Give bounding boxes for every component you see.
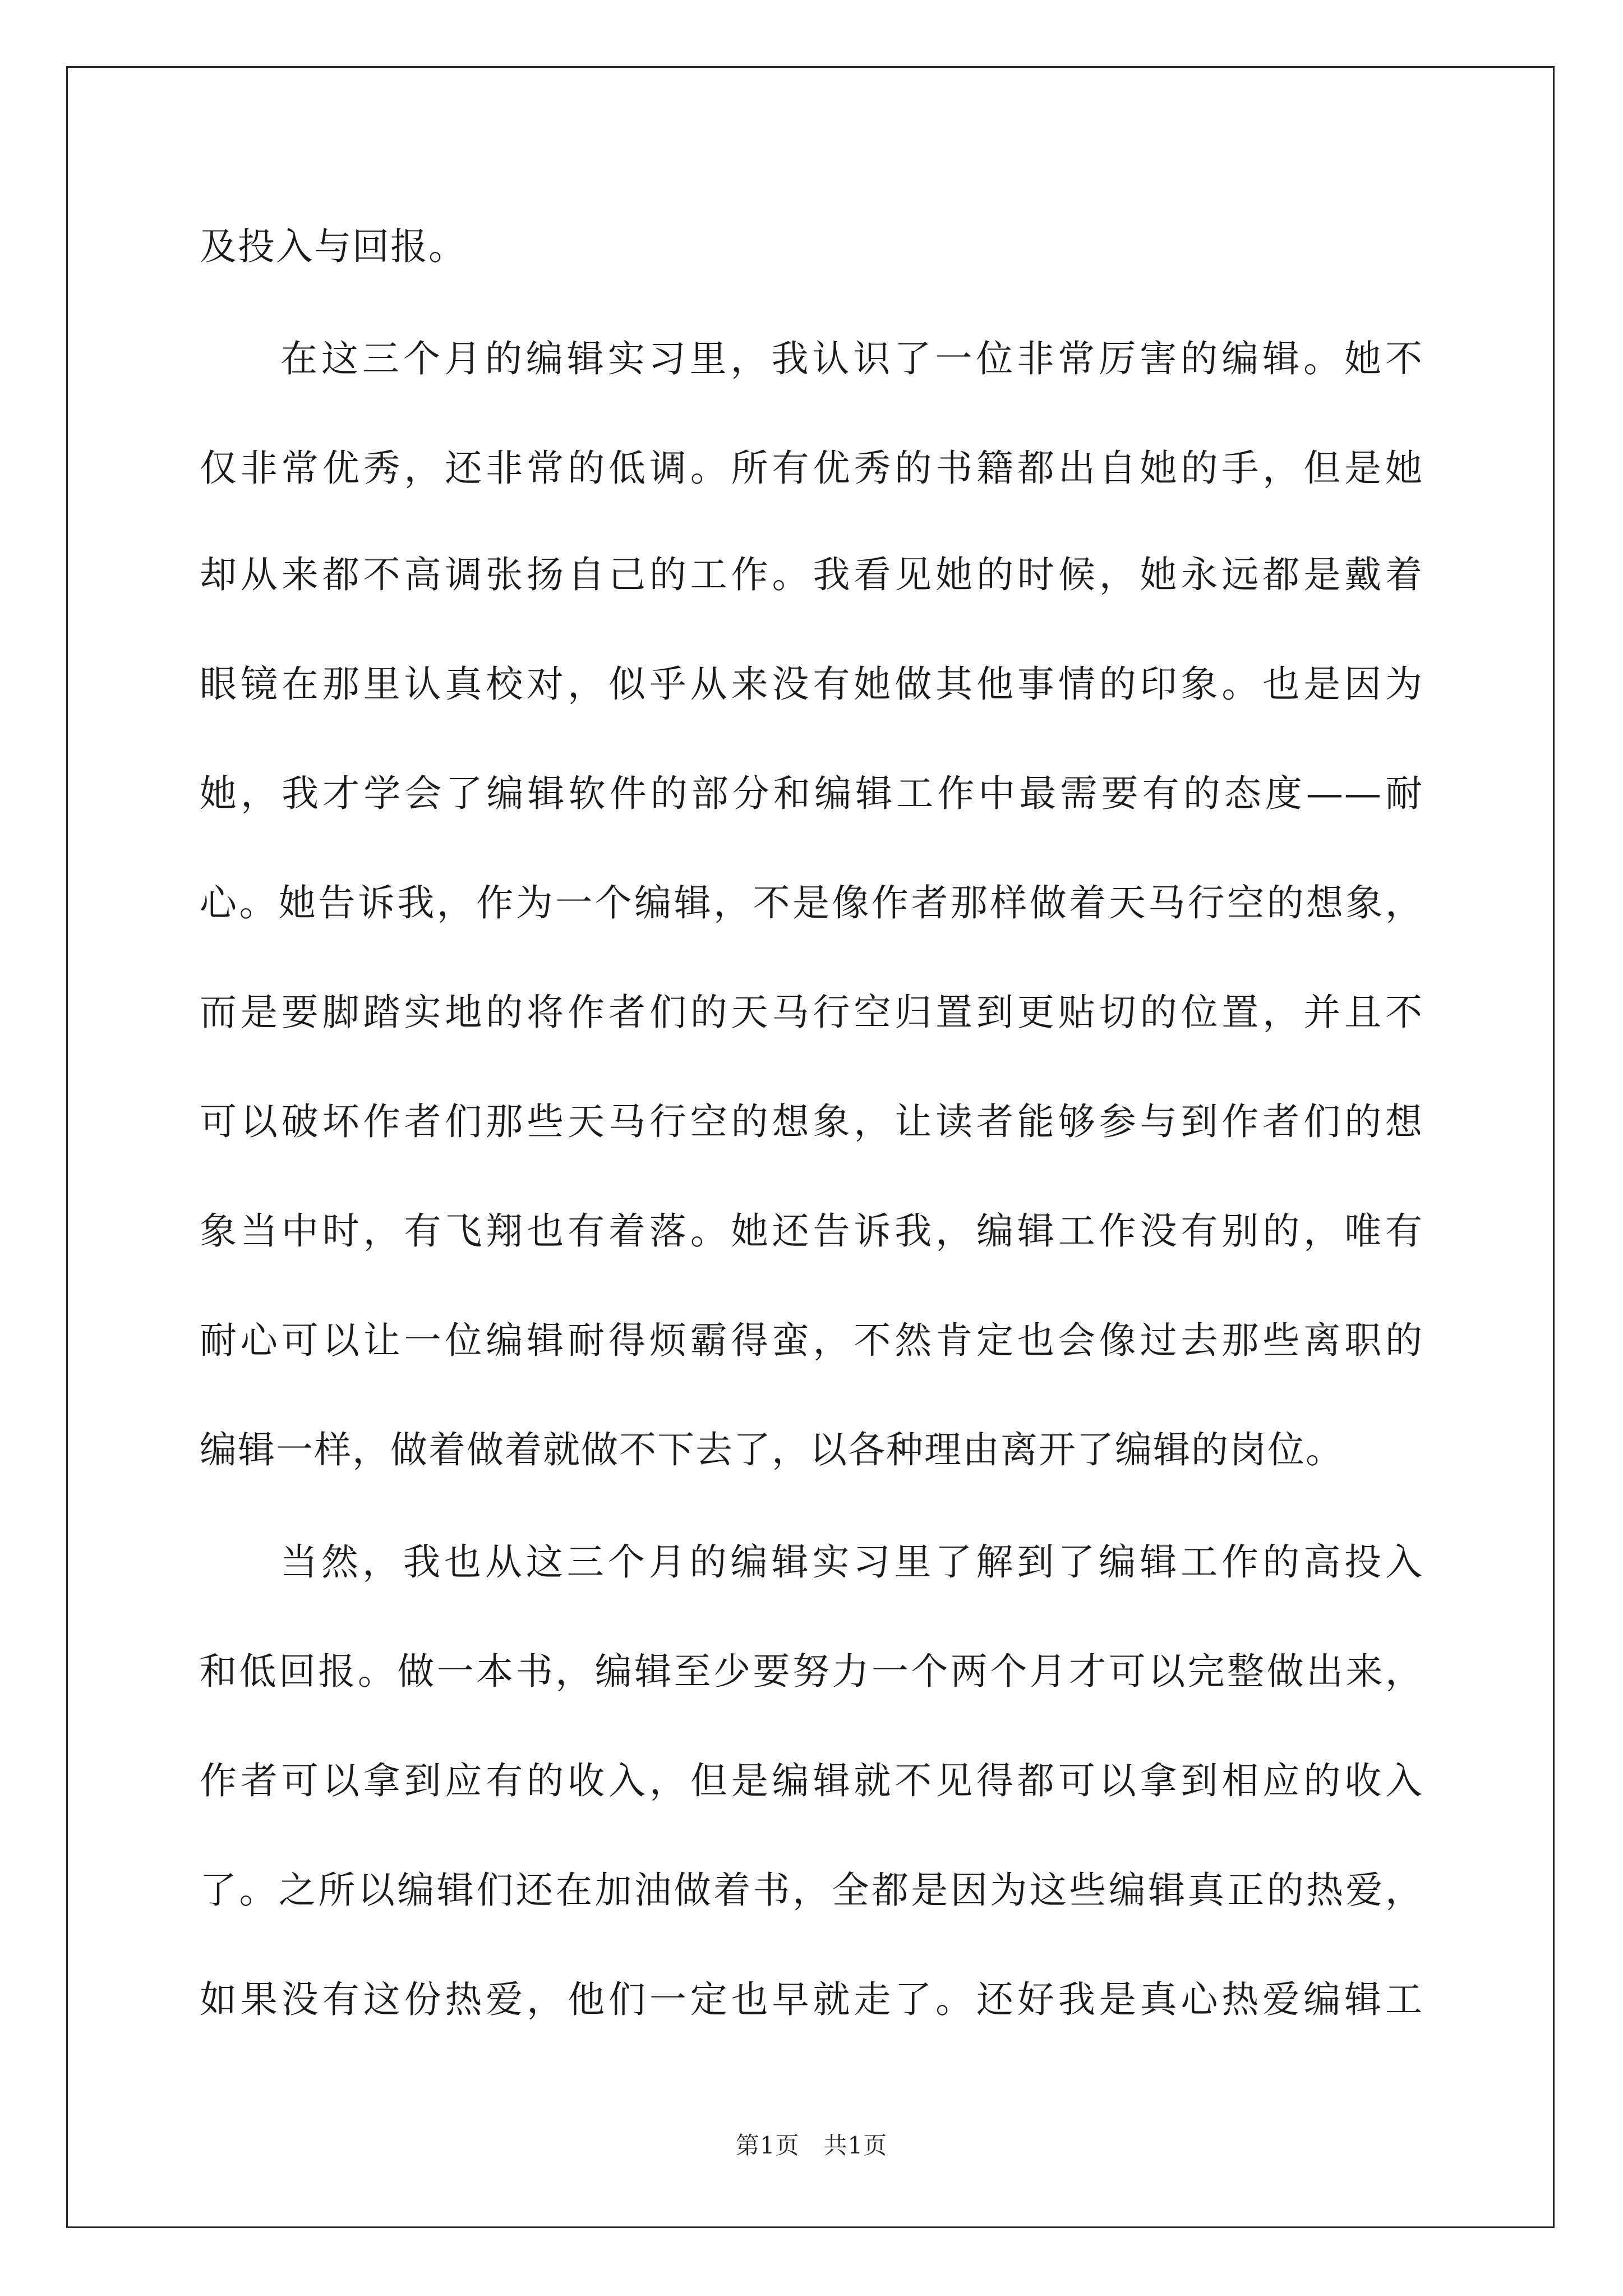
text-line: 心。她告诉我，作为一个编辑，不是像作者那样做着天马行空的想象， (200, 881, 1423, 924)
text-line: 作者可以拿到应有的收入，但是编辑就不见得都可以拿到相应的收入 (200, 1759, 1423, 1802)
text-line: 她，我才学会了编辑软件的部分和编辑工作中最需要有的态度——耐 (200, 772, 1423, 815)
text-line: 却从来都不高调张扬自己的工作。我看见她的时候，她永远都是戴着 (200, 553, 1423, 596)
paragraph-start-line: 当然，我也从这三个月的编辑实习里了解到了编辑工作的高投入 (280, 1540, 1423, 1584)
page-number-footer: 第1页 共1页 (735, 2132, 888, 2159)
text-line: 可以破坏作者们那些天马行空的想象，让读者能够参与到作者们的想 (200, 1100, 1423, 1143)
text-line: 象当中时，有飞翔也有着落。她还告诉我，编辑工作没有别的，唯有 (200, 1209, 1423, 1253)
text-line: 如果没有这份热爱，他们一定也早就走了。还好我是真心热爱编辑工 (200, 1978, 1423, 2021)
text-line: 及投入与回报。 (200, 225, 467, 268)
text-line: 和低回报。做一本书，编辑至少要努力一个两个月才可以完整做出来， (200, 1650, 1423, 1693)
text-line: 眼镜在那里认真校对，似乎从来没有她做其他事情的印象。也是因为 (200, 662, 1423, 706)
text-line: 了。之所以编辑们还在加油做着书，全都是因为这些编辑真正的热爱， (200, 1869, 1423, 1912)
paragraph-start-line: 在这三个月的编辑实习里，我认识了一位非常厉害的编辑。她不 (280, 337, 1423, 380)
text-line: 而是要脚踏实地的将作者们的天马行空归置到更贴切的位置，并且不 (200, 991, 1423, 1034)
text-line: 仅非常优秀，还非常的低调。所有优秀的书籍都出自她的手，但是她 (200, 447, 1423, 490)
text-line: 编辑一样，做着做着就做不下去了，以各种理由离开了编辑的岗位。 (200, 1428, 1344, 1471)
text-line: 耐心可以让一位编辑耐得烦霸得蛮，不然肯定也会像过去那些离职的 (200, 1319, 1423, 1362)
